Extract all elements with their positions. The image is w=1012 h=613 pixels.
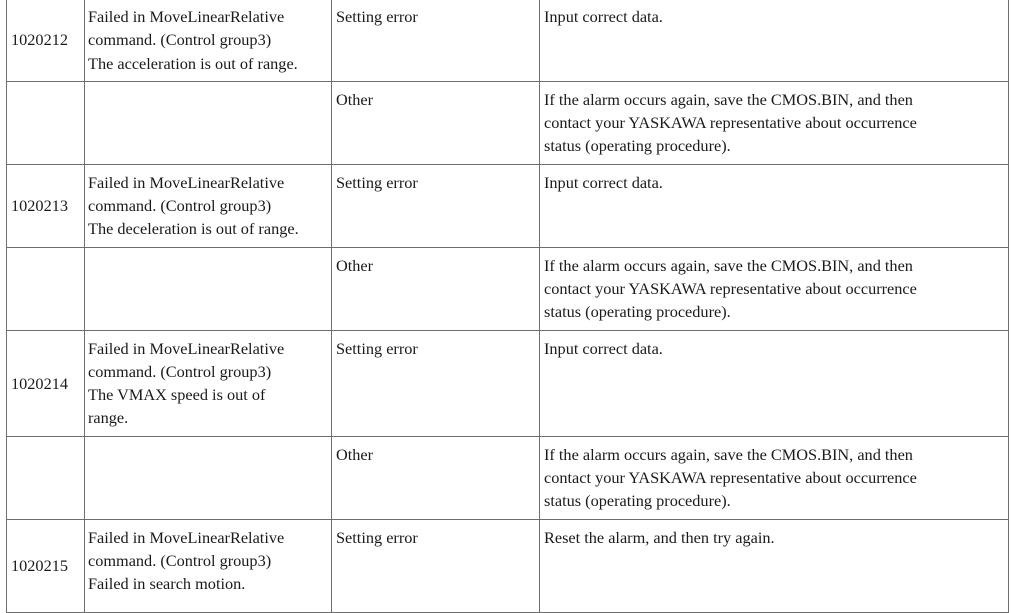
table-row <box>7 330 1009 436</box>
message-line: command. (Control group3) <box>88 196 272 216</box>
remedy-line: Reset the alarm, and then try again. <box>544 527 775 547</box>
alarm-remedy <box>540 519 1009 612</box>
table-row <box>7 436 1009 519</box>
remedy-line: If the alarm occurs again, save the CMOS.BIN, and then <box>544 255 913 275</box>
remedy-line: status (operating procedure). <box>544 136 731 156</box>
remedy-line: status (operating procedure). <box>544 491 731 511</box>
alarm-remedy <box>540 436 1009 519</box>
remedy-line: contact your YASKAWA representative about occurrence <box>544 468 917 488</box>
remedy-line: Input correct data. <box>544 7 663 26</box>
alarm-cause: Setting error <box>332 0 540 81</box>
alarm-remedy <box>540 164 1009 247</box>
alarm-message-empty <box>85 436 332 519</box>
alarm-code: 1020215 <box>7 519 85 612</box>
remedy-line: status (operating procedure). <box>544 302 731 322</box>
alarm-message <box>85 164 332 247</box>
alarm-message <box>85 519 332 612</box>
table-row <box>7 0 1009 81</box>
alarm-message-empty <box>85 81 332 164</box>
message-line: command. (Control group3) <box>88 30 272 50</box>
table-row <box>7 247 1009 330</box>
message-line: Failed in MoveLinearRelative <box>88 338 285 358</box>
alarm-code-empty <box>7 436 85 519</box>
message-line: command. (Control group3) <box>88 550 272 570</box>
alarm-cause: Other <box>332 247 540 330</box>
remedy-line: contact your YASKAWA representative about occurrence <box>544 278 917 298</box>
message-line: Failed in search motion. <box>88 574 246 594</box>
remedy-line: contact your YASKAWA representative about occurrence <box>544 113 917 133</box>
message-line: The deceleration is out of range. <box>88 219 299 239</box>
remedy-line: If the alarm occurs again, save the CMOS.BIN, and then <box>544 444 913 464</box>
alarm-remedy <box>540 81 1009 164</box>
remedy-line: Input correct data. <box>544 338 663 358</box>
message-line: The acceleration is out of range. <box>88 53 298 73</box>
alarm-cause: Other <box>332 81 540 164</box>
alarm-cause: Other <box>332 436 540 519</box>
message-line: Failed in MoveLinearRelative <box>88 527 285 547</box>
table-row <box>7 164 1009 247</box>
message-line: Failed in MoveLinearRelative <box>88 7 285 26</box>
alarm-table <box>6 0 1009 613</box>
alarm-code-empty <box>7 81 85 164</box>
message-line: The VMAX speed is out of <box>88 385 266 405</box>
message-line: Failed in MoveLinearRelative <box>88 172 285 192</box>
alarm-code: 1020213 <box>7 164 85 247</box>
alarm-message <box>85 330 332 436</box>
table-row <box>7 519 1009 612</box>
message-line: range. <box>88 408 129 428</box>
alarm-code: 1020212 <box>7 0 85 81</box>
alarm-code-empty <box>7 247 85 330</box>
table-row <box>7 81 1009 164</box>
alarm-message <box>85 0 332 81</box>
message-line: command. (Control group3) <box>88 361 272 381</box>
alarm-remedy <box>540 0 1009 81</box>
alarm-cause: Setting error <box>332 519 540 612</box>
alarm-cause: Setting error <box>332 164 540 247</box>
remedy-line: Input correct data. <box>544 172 663 192</box>
alarm-cause: Setting error <box>332 330 540 436</box>
alarm-message-empty <box>85 247 332 330</box>
remedy-line: If the alarm occurs again, save the CMOS.BIN, and then <box>544 89 913 109</box>
alarm-remedy <box>540 247 1009 330</box>
alarm-remedy <box>540 330 1009 436</box>
alarm-code: 1020214 <box>7 330 85 436</box>
